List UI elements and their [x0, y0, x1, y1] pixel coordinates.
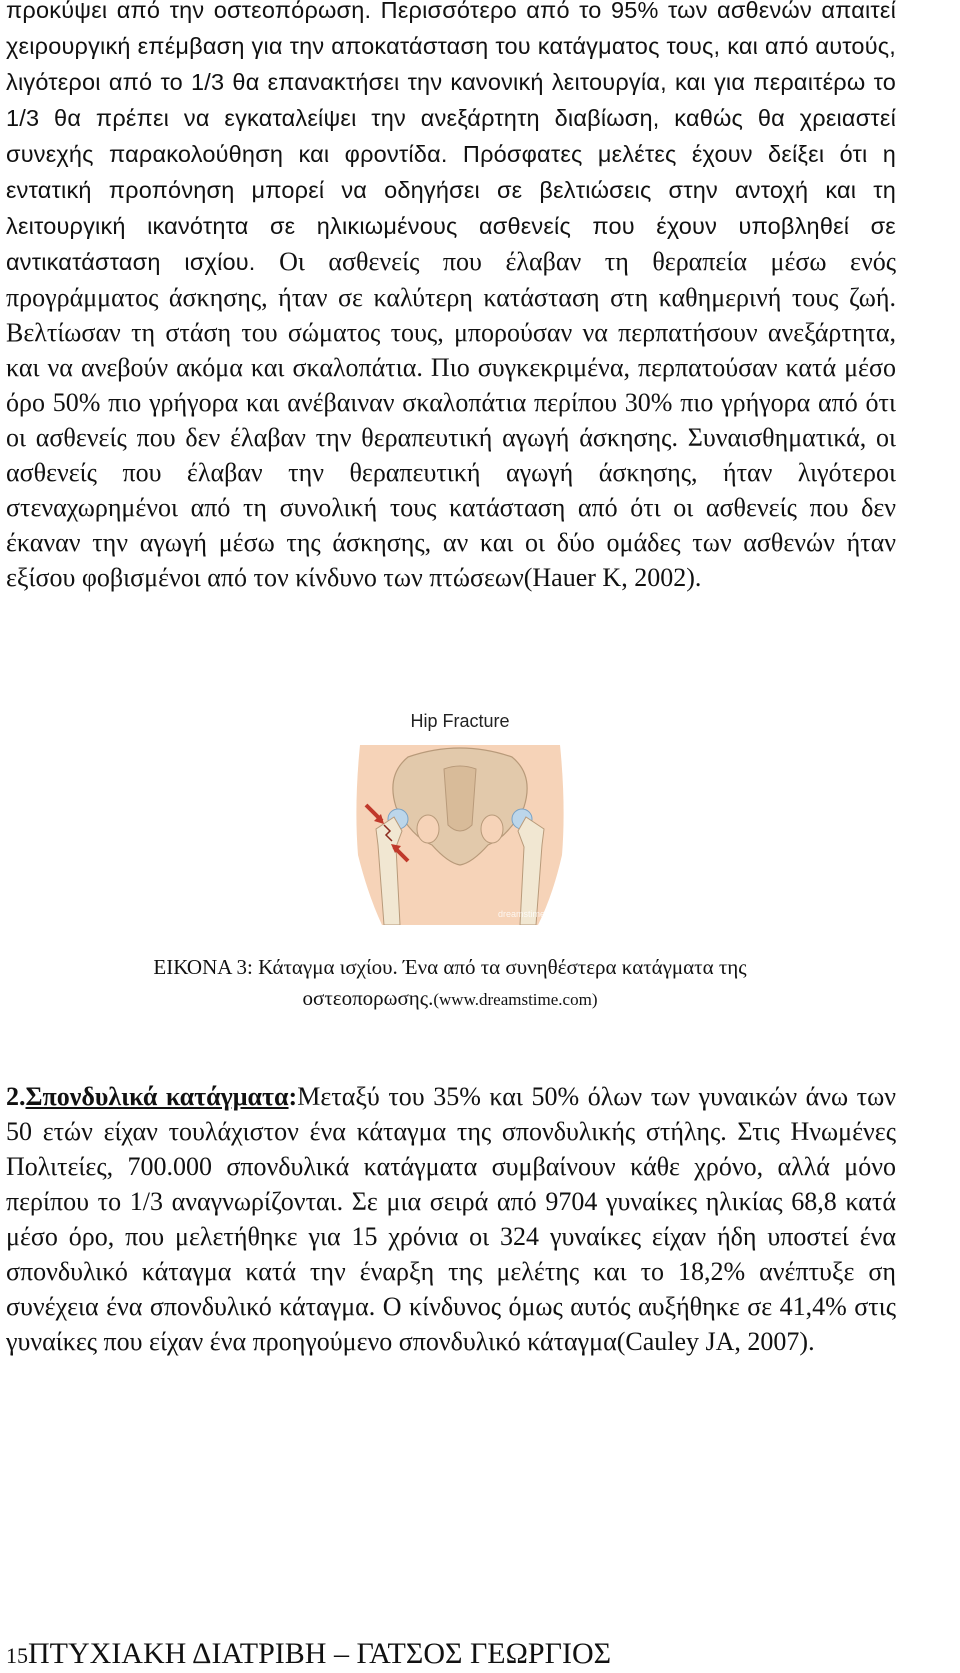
page-number: 15 — [6, 1643, 28, 1668]
caption-line-2-main: οστεοπορωσης. — [302, 986, 434, 1010]
section-number: 2. — [6, 1082, 26, 1111]
page-footer — [6, 1637, 906, 1671]
figure-caption — [40, 952, 860, 1015]
section-body: Μεταξύ του 35% και 50% όλων των γυναικών άνω των 50 ετών είχαν τουλάχιστον ένα κάταγμα της σπονδυλικής στήλης. Στις Ηνωμένες Πολιτείες, 700.000 σπονδυλικά κατάγματα συμβαίνουν κάθε χρόνο, αλλά μόνο περίπου το 1/3 αναγνωρίζονται. Σε μια σειρά από 9704 γυναίκες ηλικίας 68,8 κατά μέσο όρο, που μελετήθηκε για 15 χρόνια οι 324 γυναίκες είχαν ήδη υποστεί ένα σπονδυλικό κάταγμα κατά την έναρξη της μελέτης και το 18,2% ανέπτυξε ση συνέχεια ένα σπονδυλικό κάταγμα. Ο κίνδυνος όμως αυτός αυξήθηκε σε 41,4% στις γυναίκες που είχαν ένα προηγούμενο σπονδυλικό κάταγμα(Cauley JA, 2007). — [6, 1082, 897, 1356]
right-obturator — [481, 815, 503, 843]
caption-source: (www.dreamstime.com) — [433, 990, 598, 1009]
hip-fracture-illustration — [348, 745, 572, 925]
footer-title: ΠΤΥΧΙΑΚΗ ΔΙΑΤΡΙΒΗ – ΓΑΤΣΟΣ ΓΕΩΡΓΙΟΣ — [28, 1637, 612, 1670]
figure-title: Hip Fracture — [410, 711, 510, 731]
paragraph-serif-segment: Οι ασθενείς που έλαβαν τη θεραπεία μέσω ενός προγράμματος άσκησης, ήταν σε καλύτερη κατάσταση στη καθημερινή τους ζωή. Βελτίωσαν τη στάση του σώματος τους, μπορούσαν να περπατήσουν ανεξάρτητα, και να ανεβούν ακόμα και σκαλοπάτια. Πιο συγκεκριμένα, περπατούσαν κατά μέσο όρο 50% πιο γρήγορα και ανέβαιναν σκαλοπάτια περίπου 30% πιο γρήγορα από ότι οι ασθενείς που δεν έλαβαν την θεραπευτική αγωγή άσκησης. Συναισθηματικά, οι ασθενείς που έλαβαν την θεραπευτική αγωγή άσκησης, ήταν λιγότεροι στεναχωρημένοι από τη συνολική τους κατάσταση από ότι οι ασθενείς που δεν έκαναν την αγωγή μέσω της άσκησης, αν και οι δύο ομάδες των ασθενών ήταν εξίσου φοβισμένοι από τον κίνδυνο των πτώσεων(Hauer K, 2002). — [6, 247, 896, 592]
caption-line-2 — [40, 983, 860, 1015]
caption-line-1: ΕΙΚΟΝΑ 3: Κάταγμα ισχίου. Ένα από τα συνηθέστερα κατάγματα της — [153, 955, 747, 979]
section-heading: Σπονδυλικά κατάγματα — [25, 1082, 289, 1111]
section-heading-colon: : — [288, 1082, 298, 1111]
paragraph-sans-segment: προκύψει από την οστεοπόρωση. Περισσότερο από το 95% των ασθενών απαιτεί χειρουργική επέμβαση για την αποκατάσταση του κατάγματος τους, και από αυτούς, λιγότεροι από το 1/3 θα επανακτήσει την κανονική λειτουργία, και για περαιτέρω το 1/3 θα πρέπει να εγκαταλείψει την ανεξάρτητη διαβίωση, καθώς θα χρειαστεί συνεχής παρακολούθηση και φροντίδα. Πρόσφατες μελέτες έχουν δείξει ότι η εντατική προπόνηση μπορεί να οδηγήσει σε βελτιώσεις στην αντοχή και τη λειτουργική ικανότητα σε ηλικιωμένους ασθενείς που έχουν υποβληθεί σε αντικατάσταση ισχίου. — [6, 0, 896, 275]
paragraph-hip-fracture-recovery — [6, 0, 896, 595]
hip-fracture-figure — [340, 705, 580, 935]
paragraph-vertebral-fractures — [6, 1079, 896, 1359]
left-obturator — [417, 815, 439, 843]
figure-watermark: dreamstime.com — [498, 909, 565, 919]
sacrum — [444, 766, 476, 831]
